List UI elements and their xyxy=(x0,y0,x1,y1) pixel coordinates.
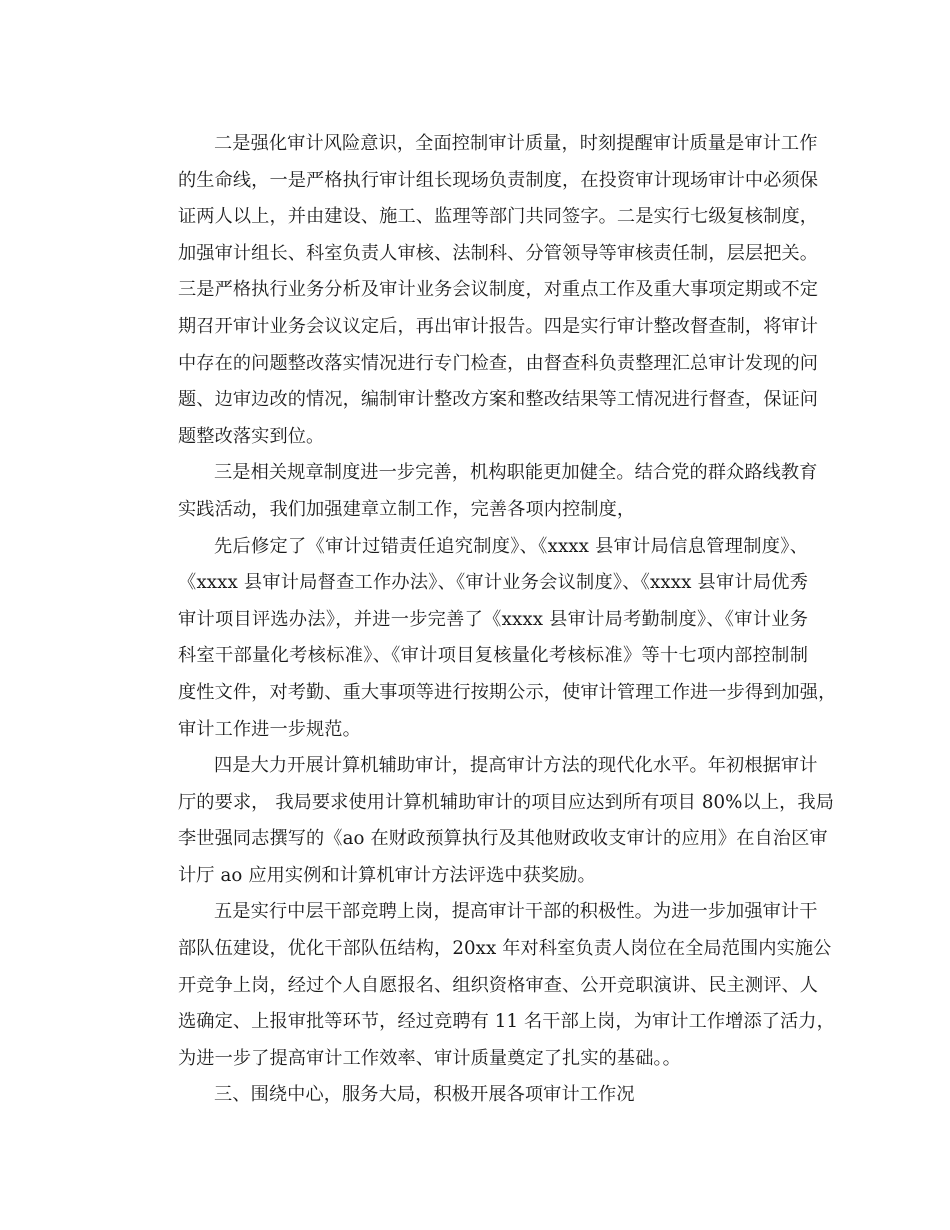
text-line: 开竞争上岗，经过个人自愿报名、组织资格审查、公开竞职演讲、民主测评、人 xyxy=(178,974,819,996)
text-line: 计厅 ao 应用实例和计算机审计方法评选中获奖励。 xyxy=(178,864,596,886)
text-line: 厅的要求， 我局要求使用计算机辅助审计的项目应达到所有项目 80%以上，我局 xyxy=(178,791,834,813)
text-line: 李世强同志撰写的《ao 在财政预算执行及其他财政收支审计的应用》在自治区审 xyxy=(178,828,828,850)
text-line: 期召开审计业务会议议定后，再出审计报告。四是实行审计整改督查制，将审计 xyxy=(178,315,819,337)
text-line: 为进一步了提高审计工作效率、审计质量奠定了扎实的基础。。 xyxy=(178,1047,681,1069)
text-line: 先后修定了《审计过错责任追究制度》、《xxxx 县审计局信息管理制度》、 xyxy=(214,535,808,557)
section-heading xyxy=(142,1077,808,1114)
text-line: 题、边审边改的情况，编制审计整改方案和整改结果等工情况进行督查，保证问 xyxy=(178,389,819,411)
text-line: 科室干部量化考核标准》、《审计项目复核量化考核标准》等十七项内部控制制 xyxy=(178,645,808,667)
text-line: 实践活动，我们加强建章立制工作，完善各项内控制度， xyxy=(178,498,636,520)
text-line: 证两人以上，并由建设、施工、监理等部门共同签字。二是实行七级复核制度， xyxy=(178,206,819,228)
text-line: 度性文件，对考勤、重大事项等进行按期公示，使审计管理工作进一步得到加强， xyxy=(178,681,837,703)
text-line: 三、围绕中心，服务大局，积极开展各项审计工作况 xyxy=(214,1084,635,1106)
text-line: 五是实行中层干部竞聘上岗，提高审计干部的积极性。为进一步加强审计干 xyxy=(214,901,818,923)
document-page xyxy=(142,126,837,1114)
paragraph-revised-regulations xyxy=(142,529,837,749)
text-line: 选确定、上报审批等环节，经过竞聘有 11 名干部上岗，为审计工作增添了活力， xyxy=(178,1011,835,1033)
text-line: 二是强化审计风险意识，全面控制审计质量，时刻提醒审计质量是审计工作 xyxy=(214,133,818,154)
paragraph-rules-system xyxy=(142,455,818,528)
paragraph-quality-control xyxy=(142,126,819,455)
text-line: 题整改落实到位。 xyxy=(178,425,325,447)
paragraph-computer-audit xyxy=(142,748,834,894)
text-line: 部队伍建设，优化干部队伍结构，20xx 年对科室负责人岗位在全局范围内实施公 xyxy=(178,938,832,960)
text-line: 三是严格执行业务分析及审计业务会议制度，对重点工作及重大事项定期或不定 xyxy=(178,279,819,301)
text-line: 加强审计组长、科室负责人审核、法制科、分管领导等审核责任制，层层把关。 xyxy=(178,242,819,264)
paragraph-competitive-posts xyxy=(142,894,835,1077)
text-line: 审计项目评选办法》，并进一步完善了《xxxx 县审计局考勤制度》、《审计业务 xyxy=(178,608,808,630)
text-line: 的生命线，一是严格执行审计组长现场负责制度，在投资审计现场审计中必须保 xyxy=(178,169,819,191)
text-line: 审计工作进一步规范。 xyxy=(178,718,361,740)
text-line: 三是相关规章制度进一步完善，机构职能更加健全。结合党的群众路线教育 xyxy=(214,462,818,484)
text-line: 中存在的问题整改落实情况进行专门检查，由督查科负责整理汇总审计发现的问 xyxy=(178,352,819,374)
text-line: 《xxxx 县审计局督查工作办法》、《审计业务会议制度》、《xxxx 县审计局优秀 xyxy=(178,572,808,594)
text-line: 四是大力开展计算机辅助审计，提高审计方法的现代化水平。年初根据审计 xyxy=(214,755,818,777)
